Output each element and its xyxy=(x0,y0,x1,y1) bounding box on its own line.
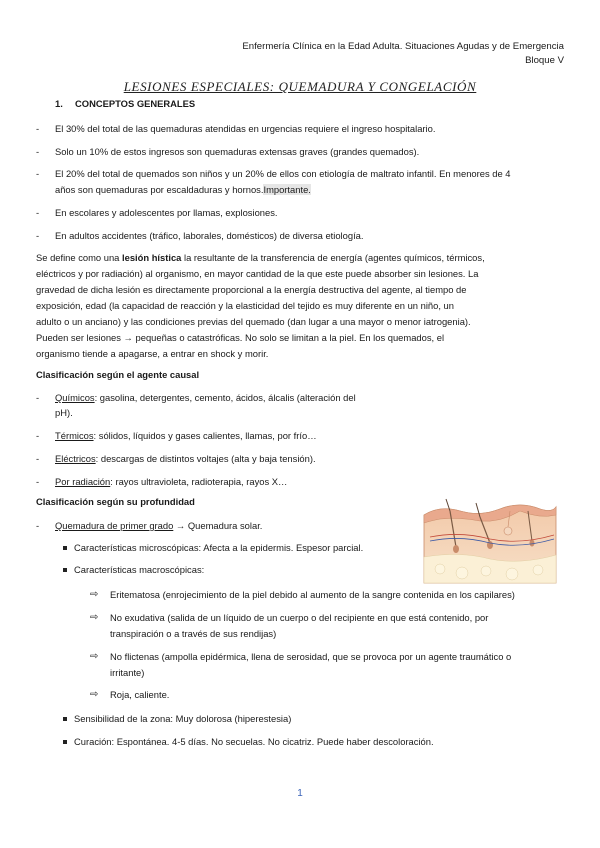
arrow-icon: ⇨ xyxy=(90,651,99,662)
definition-line: exposición, edad (la capacidad de reacción y la elasticidad del tejido es muy diferente en un niño, un xyxy=(36,300,454,311)
first-degree-item xyxy=(55,518,262,534)
agent-item-continuation: pH). xyxy=(55,407,73,418)
definition-line: adulto o un anciano) y las condiciones previas del quemado (dan lugar a una mayor o menor iatrogenia). xyxy=(36,316,471,327)
dash-bullet: - xyxy=(36,520,40,531)
section-number: 1. xyxy=(55,98,63,109)
definition-rest: la resultante de la transferencia de energía (agentes químicos, térmicos, xyxy=(181,252,485,263)
document-title: LESIONES ESPECIALES: QUEMADURA Y CONGELACIÓN xyxy=(123,79,477,94)
page-number: 1 xyxy=(297,788,303,799)
definition-term: lesión hística xyxy=(122,252,182,263)
agent-label: Eléctricos xyxy=(55,453,96,464)
agent-heading: Clasificación según el agente causal xyxy=(36,369,200,380)
dash-bullet: - xyxy=(36,453,40,464)
macro-item: No flictenas (ampolla epidérmica, llena de serosidad, que se provoca por un agente traumático o xyxy=(110,651,512,662)
agent-text: : rayos ultravioleta, radioterapia, rayos X… xyxy=(110,476,288,487)
arrow-icon: ⇨ xyxy=(90,612,99,623)
first-degree-label: Quemadura de primer grado xyxy=(55,520,174,531)
agent-label: Químicos xyxy=(55,392,95,403)
micro-characteristics: Características microscópicas: Afecta a la epidermis. Espesor parcial. xyxy=(74,542,364,553)
dash-bullet: - xyxy=(36,430,40,441)
dash-bullet: - xyxy=(36,123,40,134)
square-bullet xyxy=(63,740,67,744)
macro-item-continuation: irritante) xyxy=(110,667,145,678)
list-item: El 20% del total de quemados son niños y un 20% de ellos con etiología de maltrato infantil. En menores de 4 xyxy=(55,168,511,179)
list-item: En adultos accidentes (tráfico, laborales, domésticos) de diversa etiología. xyxy=(55,230,364,241)
dash-bullet: - xyxy=(36,476,40,487)
depth-heading: Clasificación según su profundidad xyxy=(36,496,195,507)
macro-item-continuation: transpiración o a través de sus rendijas) xyxy=(110,628,277,639)
skin-cross-section-illustration xyxy=(420,497,560,587)
square-bullet xyxy=(63,717,67,721)
square-bullet xyxy=(63,568,67,572)
agent-item xyxy=(55,451,316,467)
list-item: El 30% del total de las quemaduras atendidas en urgencias requiere el ingreso hospitalario. xyxy=(55,123,436,134)
cure-item: Curación: Espontánea. 4-5 días. No secuelas. No cicatriz. Puede haber descoloración. xyxy=(74,736,434,747)
list-item-continuation xyxy=(55,182,311,198)
macro-item: Eritematosa (enrojecimiento de la piel debido al aumento de la sangre contenida en los capilares) xyxy=(110,589,515,600)
macro-characteristics: Características macroscópicas: xyxy=(74,564,205,575)
definition-line xyxy=(36,250,485,266)
square-bullet xyxy=(63,546,67,550)
list-item: Solo un 10% de estos ingresos son quemaduras extensas graves (grandes quemados). xyxy=(55,146,420,157)
header-course: Enfermería Clínica en la Edad Adulta. Situaciones Agudas y de Emergencia xyxy=(242,41,564,52)
list-item-text: años son quemaduras por escaldaduras y hornos. xyxy=(55,184,264,195)
macro-item: Roja, caliente. xyxy=(110,689,170,700)
dash-bullet: - xyxy=(36,207,40,218)
agent-item xyxy=(55,390,356,406)
arrow-icon: ⇨ xyxy=(90,589,99,600)
section-heading: CONCEPTOS GENERALES xyxy=(75,98,196,109)
definition-line: eléctricos y por radiación) al organismo, en mayor cantidad de la que este puede absorber sin lesiones. La xyxy=(36,268,479,279)
agent-item xyxy=(55,428,317,444)
agent-label: Por radiación xyxy=(55,476,111,487)
agent-item xyxy=(55,474,287,490)
running-header xyxy=(242,40,564,68)
definition-line: organismo tiende a apagarse, a entrar en shock y morir. xyxy=(36,348,269,359)
list-item: En escolares y adolescentes por llamas, explosiones. xyxy=(55,207,278,218)
definition-prefix: Se define como una xyxy=(36,252,122,263)
arrow-icon: ⇨ xyxy=(90,689,99,700)
dash-bullet: - xyxy=(36,392,40,403)
agent-text: : gasolina, detergentes, cemento, ácidos, álcalis (alteración del xyxy=(94,392,356,403)
macro-item: No exudativa (salida de un líquido de un cuerpo o del recipiente en que está contenido, por xyxy=(110,612,489,623)
highlight-important: Importante. xyxy=(263,184,311,195)
sensibility-item: Sensibilidad de la zona: Muy dolorosa (hiperestesia) xyxy=(74,713,292,724)
dash-bullet: - xyxy=(36,168,40,179)
definition-line: Pueden ser lesiones → pequeñas o catastróficas. No solo se limitan a la piel. En los quemados, el xyxy=(36,332,445,343)
first-degree-text: → Quemadura solar. xyxy=(173,520,263,531)
agent-text: : descargas de distintos voltajes (alta y baja tensión). xyxy=(95,453,316,464)
definition-line: gravedad de dicha lesión es directamente proporcional a la energía destructiva del agente, al tiempo de xyxy=(36,284,467,295)
agent-label: Térmicos xyxy=(55,430,94,441)
dash-bullet: - xyxy=(36,230,40,241)
agent-text: : sólidos, líquidos y gases calientes, llamas, por frío… xyxy=(93,430,317,441)
header-block: Bloque V xyxy=(525,55,564,66)
dash-bullet: - xyxy=(36,146,40,157)
